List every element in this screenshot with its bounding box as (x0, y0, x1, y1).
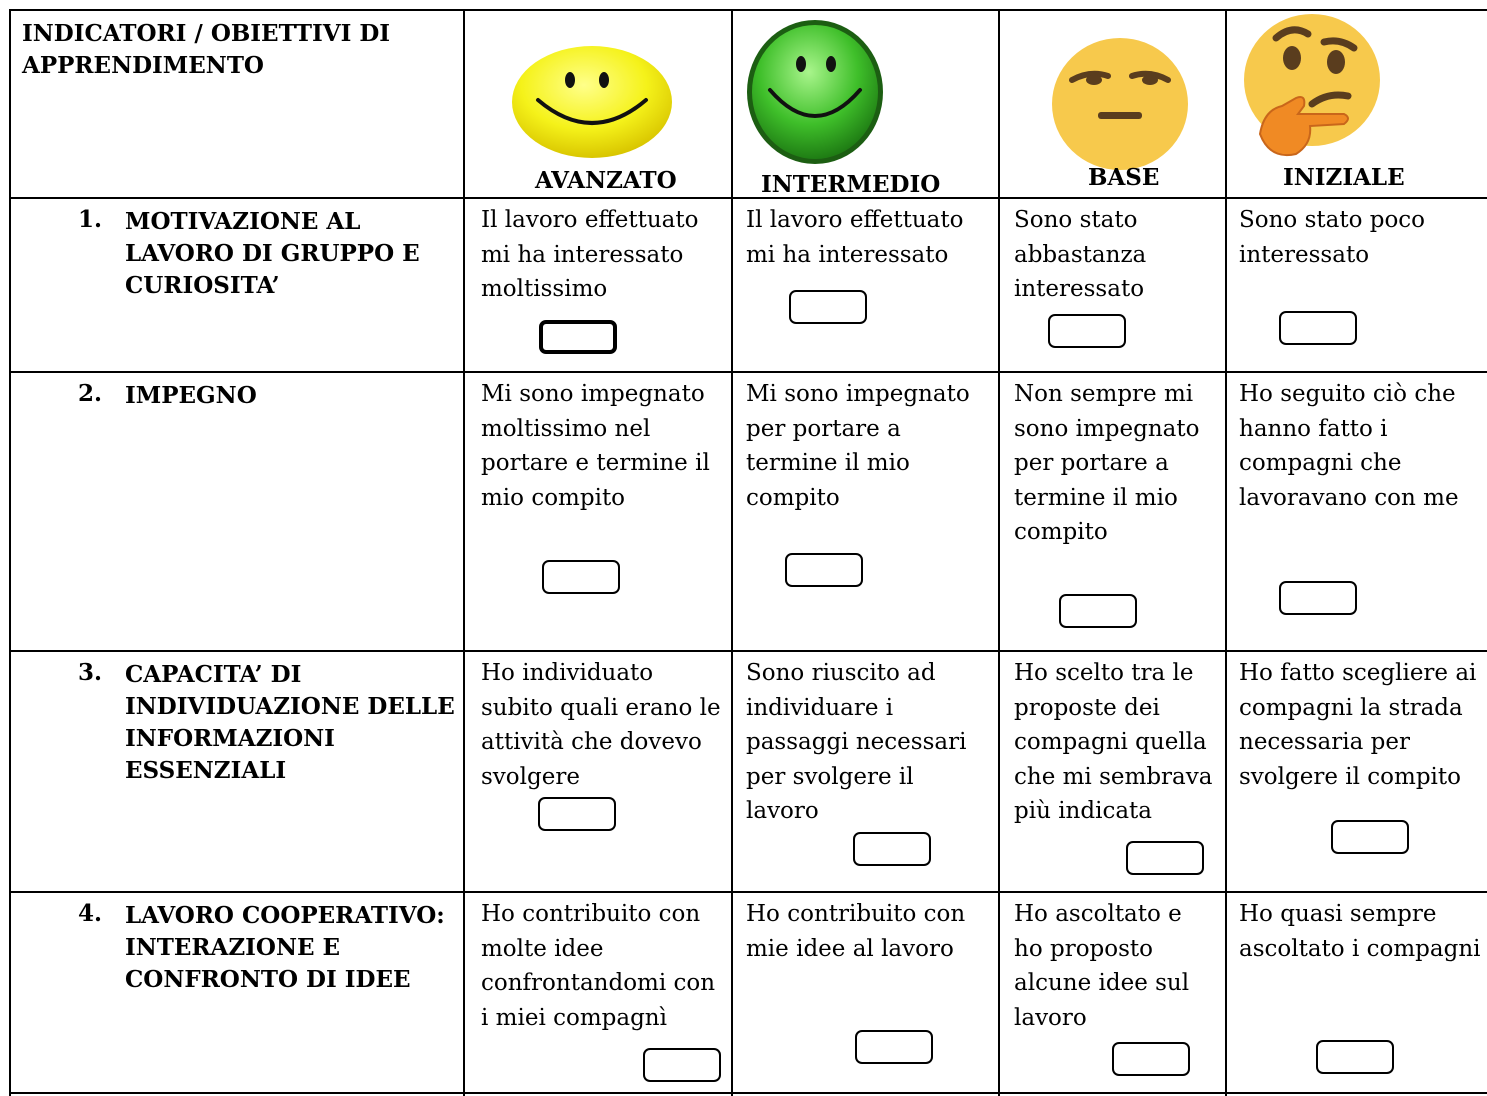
descriptor-text: Il lavoro effettuato mi ha interessato (746, 207, 964, 268)
descriptor-text: Sono stato poco interessato (1239, 207, 1426, 268)
row-number: 4. (78, 900, 103, 927)
checkbox[interactable] (1279, 581, 1357, 615)
level-label-intermedio: INTERMEDIO (761, 171, 941, 198)
row-divider (9, 650, 1487, 652)
level-label-avanzato: AVANZATO (535, 167, 677, 194)
row-divider (9, 371, 1487, 373)
checkbox[interactable] (1331, 820, 1409, 854)
indicator-label: IMPEGNO (125, 382, 257, 409)
descriptor-text: Ho seguito ciò che hanno fatto i compagni che lavoravano con me (1239, 381, 1459, 511)
checkbox[interactable] (855, 1030, 933, 1064)
checkbox[interactable] (1048, 314, 1126, 348)
column-divider (1225, 9, 1227, 1096)
row-divider (9, 891, 1487, 893)
level-label-iniziale: INIZIALE (1283, 164, 1405, 191)
indicator-label: MOTIVAZIONE AL LAVORO DI GRUPPO E CURIOSITA’ (125, 208, 420, 299)
checkbox[interactable] (542, 560, 620, 594)
row-number: 3. (78, 659, 103, 686)
descriptor-text: Ho scelto tra le proposte dei compagni quella che mi sembrava più indicata (1014, 660, 1213, 824)
descriptor-text: Non sempre mi sono impegnato per portare a termine il mio compito (1014, 381, 1200, 545)
checkbox[interactable] (1316, 1040, 1394, 1074)
row-number: 1. (78, 206, 103, 233)
indicator-label: LAVORO COOPERATIVO: INTERAZIONE E CONFRONTO DI IDEE (125, 902, 445, 993)
thinking-face-icon (1240, 14, 1380, 162)
column-divider (731, 9, 733, 1096)
smiley-yellow-icon (508, 42, 676, 162)
checkbox[interactable] (789, 290, 867, 324)
descriptor-text: Ho fatto scegliere ai compagni la strada necessaria per svolgere il compito (1239, 660, 1477, 790)
level-label-base: BASE (1088, 164, 1160, 191)
descriptor-text: Ho ascoltato e ho proposto alcune idee sul lavoro (1014, 901, 1190, 1031)
descriptor-text: Ho contribuito con molte idee confrontandomi con i miei compagnì (481, 901, 716, 1031)
descriptor-text: Ho contribuito con mie idee al lavoro (746, 901, 966, 962)
descriptor-text: Mi sono impegnato per portare a termine il mio compito (746, 381, 970, 511)
descriptor-text: Sono stato abbastanza interessato (1014, 207, 1147, 302)
checkbox[interactable] (785, 553, 863, 587)
descriptor-text: Il lavoro effettuato mi ha interessato moltissimo (481, 207, 699, 302)
checkbox[interactable] (643, 1048, 721, 1082)
descriptor-text: Mi sono impegnato moltissimo nel portare e termine il mio compito (481, 381, 710, 511)
indicators-header: INDICATORI / OBIETTIVI DI APPRENDIMENTO (22, 20, 391, 79)
descriptor-text: Sono riuscito ad individuare i passaggi necessari per svolgere il lavoro (746, 660, 967, 824)
indicator-label: CAPACITA’ DI INDIVIDUAZIONE DELLE INFORMAZIONI ESSENZIALI (125, 661, 455, 784)
column-divider (998, 9, 1000, 1096)
table-border-top (9, 9, 1487, 11)
checkbox[interactable] (853, 832, 931, 866)
descriptor-text: Ho individuato subito quali erano le attività che dovevo svolgere (481, 660, 721, 790)
smiley-green-icon (745, 18, 885, 166)
checkbox[interactable] (1112, 1042, 1190, 1076)
neutral-face-icon (1050, 36, 1190, 172)
checkbox[interactable] (1126, 841, 1204, 875)
checkbox[interactable] (1059, 594, 1137, 628)
table-border-left (9, 9, 11, 1096)
table-border-bottom (9, 1092, 1487, 1094)
checkbox[interactable] (1279, 311, 1357, 345)
checkbox[interactable] (538, 797, 616, 831)
checkbox[interactable] (539, 320, 617, 354)
row-number: 2. (78, 380, 103, 407)
descriptor-text: Ho quasi sempre ascoltato i compagni (1239, 901, 1481, 962)
row-divider (9, 197, 1487, 199)
